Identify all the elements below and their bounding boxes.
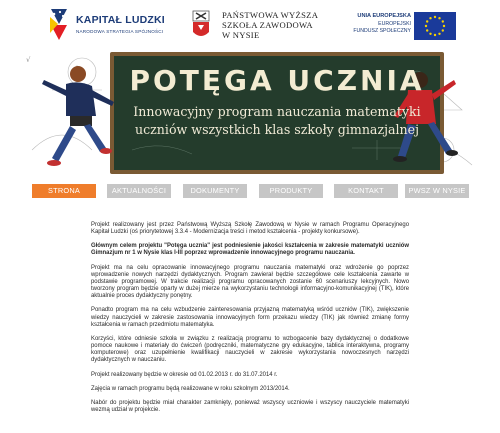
eu-name-line1: UNIA EUROPEJSKA	[357, 13, 411, 19]
banner-subtitle-line1: Innowacyjny program nauczania matematyki	[133, 104, 421, 119]
paragraph: Korzyści, które odniesie szkoła w związku z realizacją programu to wzbogacenie bazy dydaktycznej o dodatkowe pomoce naukowe i materiały do ćwiczeń (podręczniki, matematyczne gry edukacyjne, tablica interaktywna, programy komputerowe) oraz uzupełnienie kwalifikacji nauczycieli w zakresie wykorzystania nowoczesnych narzędzi dydaktycznych w nauczaniu.	[91, 335, 409, 364]
paragraph: Zajęcia w ramach programu będą realizowane w roku szkolnym 2013/2014.	[91, 385, 290, 392]
paragraph: Ponadto program ma na celu wzbudzenie zainteresowania przyjazną matematyką wśród uczniów (TIK), zwiększenie wiedzy nauczycieli w zakresie zastosowania innowacyjnych form przekazu wiedzy (TIK) jak również zmianę formy kształcenia w ramach przedmiotu matematyka.	[91, 307, 409, 328]
kapital-ludzki-logo[interactable]	[48, 5, 178, 43]
kapital-ludzki-mark-icon	[48, 7, 70, 41]
banner-title: POTĘGA UCZNIA	[129, 64, 425, 97]
eu-flag-icon	[414, 12, 456, 40]
nav-strona-glowna[interactable]: STRONA GŁÓWNA	[32, 184, 96, 198]
paragraph: Projekt realizowany będzie w okresie od 01.02.2013 r. do 31.07.2014 r.	[91, 371, 278, 378]
student-girl-illustration	[42, 66, 114, 166]
main-content	[91, 222, 409, 421]
paragraph-main-goal: Głównym celem projektu "Potęga ucznia" jest podniesienie jakości kształcenia w zakresie matematyki uczniów Gimnazjum nr 1 w Nysie klas I-III poprzez wprowadzenie innowacyjnego programu nauczania.	[91, 243, 409, 257]
pwsz-logo[interactable]	[192, 10, 352, 44]
hero-banner	[22, 50, 478, 176]
banner-formula: √	[26, 56, 31, 64]
nav-produkty[interactable]: PRODUKTY	[259, 184, 323, 198]
pwsz-name-line2: SZKOŁA ZAWODOWA	[222, 20, 313, 30]
pwsz-name-line3: W NYSIE	[222, 30, 260, 40]
pwsz-name-line1: PAŃSTWOWA WYŻSZA	[222, 10, 319, 20]
nav-pwsz-w-nysie[interactable]: PWSZ W NYSIE	[405, 184, 469, 198]
paragraph: Projekt ma na celu opracowanie innowacyjnego programu nauczania matematyki oraz wdrożenie go poprzez wprowadzenie nowych narzędzi dydaktycznych. Program zawierał będzie szczegółowe cele kształcenia zawarte w podstawie programowej. W trakcie realizacji programu opracowanych zostanie 60 scenariuszy lekcyjnych. Nowo tworzony program będzie oparty w dużej mierze na wykorzystaniu technologii informacyjno-komunikacyjnej (TIK), które aktualnie proces dydaktyczny ponętny.	[91, 264, 409, 300]
pwsz-crest-icon	[192, 10, 210, 40]
eu-name-line2: EUROPEJSKI	[378, 21, 411, 27]
main-nav	[0, 184, 500, 209]
logo-bar	[0, 0, 500, 48]
nav-dokumenty[interactable]: DOKUMENTY	[183, 184, 247, 198]
chalkboard	[112, 54, 442, 174]
nav-aktualnosci[interactable]: AKTUALNOŚCI	[107, 184, 171, 198]
paragraph: Nabór do projektu będzie miał charakter zamknięty, ponieważ wszyscy uczniowie i wszyscy nauczyciele matematyki wezmą udział w projekcie.	[91, 399, 409, 413]
kapital-ludzki-subtitle: NARODOWA STRATEGIA SPÓJNOŚCI	[76, 29, 164, 34]
banner-subtitle-line2: uczniów wszystkich klas szkoły gimnazjalnej	[135, 122, 419, 137]
eu-name-line3: FUNDUSZ SPOŁECZNY	[353, 28, 411, 34]
nav-kontakt[interactable]: KONTAKT	[334, 184, 398, 198]
kapital-ludzki-title: KAPITAŁ LUDZKI	[76, 14, 165, 26]
eu-logo[interactable]	[353, 12, 456, 42]
paragraph: Projekt realizowany jest przez Państwową Wyższą Szkołę Zawodową w Nysie w ramach Programu Operacyjnego Kapitał Ludzki (oś priorytetowej 3.3.4 - Modernizacja treści i metod kształcenia - projekty konkursowe).	[91, 222, 409, 236]
